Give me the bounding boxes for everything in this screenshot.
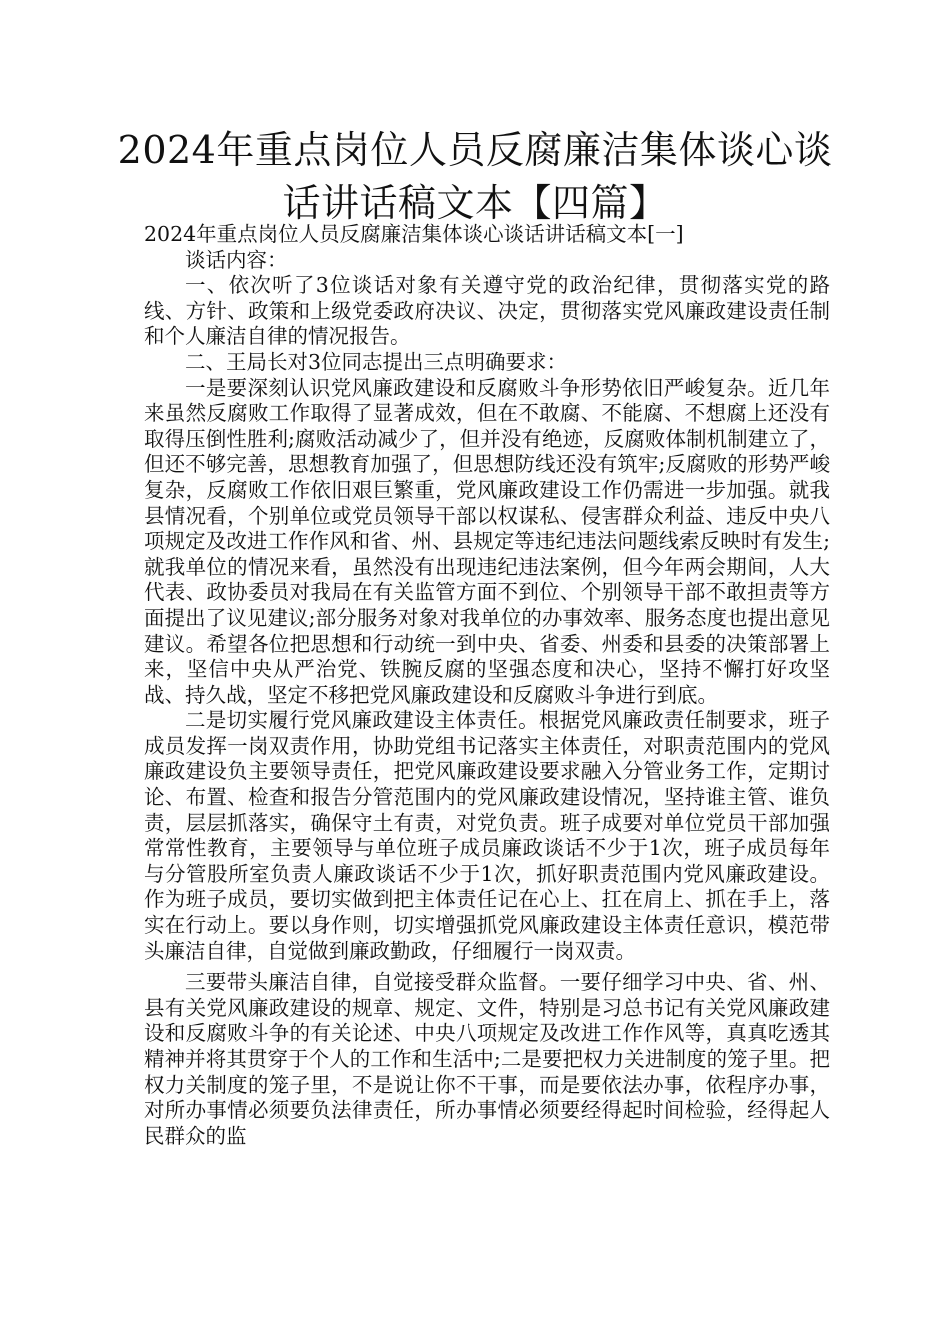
paragraph-one: 一、依次听了3位谈话对象有关遵守党的政治纪律，贯彻落实党的路线、方针、政策和上级党委政府决议、决定，贯彻落实党风廉政建设责任制和个人廉洁自律的情况报告。 [144, 273, 830, 349]
title-line-1: 2024年重点岗位人员反腐廉洁集体谈心谈 [117, 128, 833, 172]
document-body [144, 222, 830, 1149]
paragraph-second-requirement: 二是切实履行党风廉政建设主体责任。根据党风廉政责任制要求，班子成员发挥一岗双责作用，协助党组书记落实主体责任，对职责范围内的党风廉政建设负主要领导责任，把党风廉政建设要求融入分管业务工作，定期讨论、布置、检查和报告分管范围内的党风廉政建设情况，坚持谁主管、谁负责，层层抓落实，确保守土有责，对党负责。班子成要对单位党员干部加强常常性教育，主要领导与单位班子成员廉政谈话不少于1次，班子成员每年与分管股所室负责人廉政谈话不少于1次，抓好职责范围内党风廉政建设。作为班子成员，要切实做到把主体责任记在心上、扛在肩上、抓在手上，落实在行动上。要以身作则，切实增强抓党风廉政建设主体责任意识，模范带头廉洁自律，自觉做到廉政勤政，仔细履行一岗双责。 [144, 708, 830, 963]
paragraph-two: 二、王局长对3位同志提出三点明确要求： [185, 349, 568, 374]
paragraph-third-requirement: 三要带头廉洁自律，自觉接受群众监督。一要仔细学习中央、省、州、县有关党风廉政建设的规章、规定、文件，特别是习总书记有关党风廉政建设和反腐败斗争的有关论述、中央八项规定及改进工作作风等，真真吃透其精神并将其贯穿于个人的工作和生活中;二是要把权力关进制度的笼子里。把权力关制度的笼子里，不是说让你不干事，而是要依法办事，依程序办事，对所办事情必须要负法律责任，所办事情必须要经得起时间检验，经得起人民群众的监 [144, 970, 830, 1148]
section-subtitle: 2024年重点岗位人员反腐廉洁集体谈心谈话讲话稿文本[一] [144, 222, 684, 246]
paragraph-first-requirement: 一是要深刻认识党风廉政建设和反腐败斗争形势依旧严峻复杂。近几年来虽然反腐败工作取得了显著成效，但在不敢腐、不能腐、不想腐上还没有取得压倒性胜利;腐败活动减少了，但并没有绝迹，反腐败体制机制建立了，但还不够完善，思想教育加强了，但思想防线还没有筑牢;反腐败的形势严峻复杂，反腐败工作依旧艰巨繁重，党风廉政建设工作仍需进一步加强。就我县情况看，个别单位或党员领导干部以权谋私、侵害群众利益、违反中央八项规定及改进工作作风和省、州、县规定等违纪违法问题线索反映时有发生;就我单位的情况来看，虽然没有出现违纪违法案例，但今年两会期间，人大代表、政协委员对我局在有关监管方面不到位、个别领导干部不敢担责等方面提出了议见建议;部分服务对象对我单位的办事效率、服务态度也提出意见建议。希望各位把思想和行动统一到中央、省委、州委和县委的决策部署上来，坚信中央从严治党、铁腕反腐的坚强态度和决心，坚持不懈打好攻坚战、持久战，坚定不移把党风廉政建设和反腐败斗争进行到底。 [144, 375, 830, 707]
paragraph-talk-content: 谈话内容： [185, 247, 288, 272]
title-line-2: 话讲话稿文本【四篇】 [282, 181, 668, 225]
document-title [100, 124, 850, 230]
